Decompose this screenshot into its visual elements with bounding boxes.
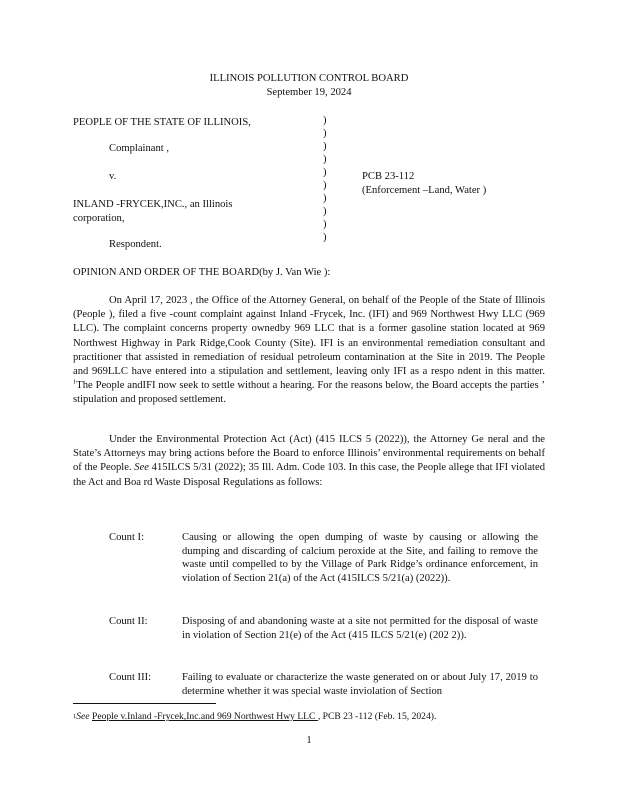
caption-paren: ) xyxy=(323,180,327,191)
count-text: Disposing of and abandoning waste at a site not permitted for the disposal of waste in violation of Section 21(e) of the Act (415 ILCS 5/21(e) (202 2)). xyxy=(182,616,538,641)
versus: v. xyxy=(109,171,117,182)
paragraph-intro xyxy=(73,294,545,408)
caption-paren: ) xyxy=(323,128,327,139)
plaintiff-role: Complainant , xyxy=(109,143,170,154)
caption-paren: ) xyxy=(323,141,327,152)
count-label: Count II: xyxy=(109,616,148,627)
paragraph-intro-text-after: The People andIFI now seek to settle without a hearing. For the reasons below, the Board accepts the parties ’ stipulation and proposed settlement. xyxy=(73,380,545,406)
footnote xyxy=(73,711,436,723)
paragraph-intro-text: On April 17, 2023 , the Office of the Attorney General, on behalf of the People of the State of Illinois (People ), filed a five -count complaint against Inland -Frycek, Inc. (IFI) and 969 Northwest Hwy LLC (969 LLC). The complaint concerns property ownedby 969 LLC that is a former gasoline station located at 969 Northwest Highway in Park Ridge,Cook County (Site). IFI is an environmental remediation consultant and practitioner that assisted in remediation of residual petroleum contamination at the Site in 2019. The People and 969LLC have entered into a stipulation and settlement, leaving only IFI as a respo ndent in this matter. xyxy=(73,295,545,378)
caption-paren: ) xyxy=(323,154,327,165)
caption-parentheses xyxy=(323,114,327,244)
caption-paren: ) xyxy=(323,206,327,217)
footnote-reference: 1 xyxy=(73,378,77,386)
board-title: ILLINOIS POLLUTION CONTROL BOARD xyxy=(209,73,409,84)
paragraph-act-text: Under the Environmental Protection Act (Act) (415 ILCS 5 (2022)), the Attorney Ge neral and the State’s Attorneys may bring actions before the Board to enforce Illinois’ environmental requirements on behalf of the People. xyxy=(73,434,545,474)
footnote-citation: , PCB 23 -112 (Feb. 15, 2024). xyxy=(317,711,437,722)
footnote-see-signal: See xyxy=(76,711,90,722)
defendant-name-line1: INLAND -FRYCEK,INC., an Illinois xyxy=(73,199,233,210)
count-text: Causing or allowing the open dumping of waste by causing or allowing the dumping and discarding of calcium peroxide at the Site, and failing to remove the waste until compelled to by the Village of Park Ridge’s ordinance enforcement, in violation of Section 21(a) of the Act (415ILCS 5/21(a) (2022)). xyxy=(182,532,538,584)
count-label: Count III: xyxy=(109,672,152,683)
footnote-number: 1 xyxy=(73,713,77,720)
footnote-separator xyxy=(73,703,216,704)
caption-paren: ) xyxy=(323,167,327,178)
caption-paren: ) xyxy=(323,193,327,204)
count-text: Failing to evaluate or characterize the waste generated on or about July 17, 2019 to determine whether it was special waste inviolation of Section xyxy=(182,672,538,697)
defendant-role: Respondent. xyxy=(109,239,162,250)
case-type: (Enforcement –Land, Water ) xyxy=(362,185,487,196)
paragraph-act xyxy=(73,433,545,490)
case-number: PCB 23-112 xyxy=(362,171,415,182)
defendant-name-line2: corporation, xyxy=(73,213,125,224)
caption-paren: ) xyxy=(323,115,327,126)
opinion-heading: OPINION AND ORDER OF THE BOARD(by J. Van Wie ): xyxy=(73,267,331,278)
caption-paren: ) xyxy=(323,232,327,243)
footnote-case-name: People v.Inland -Frycek,Inc.and 969 Northwest Hwy LLC xyxy=(91,711,318,722)
plaintiff-name: PEOPLE OF THE STATE OF ILLINOIS, xyxy=(73,117,251,128)
see-signal: See xyxy=(134,462,149,474)
count-label: Count I: xyxy=(109,532,145,543)
decision-date: September 19, 2024 xyxy=(266,87,352,98)
caption-paren: ) xyxy=(323,219,327,230)
paragraph-act-text-after: 415ILCS 5/31 (2022); 35 Ill. Adm. Code 103. In this case, the People allege that IFI violated the Act and Boa rd Waste Disposal Regulations as follows: xyxy=(73,462,545,488)
page-number: 1 xyxy=(306,735,312,746)
